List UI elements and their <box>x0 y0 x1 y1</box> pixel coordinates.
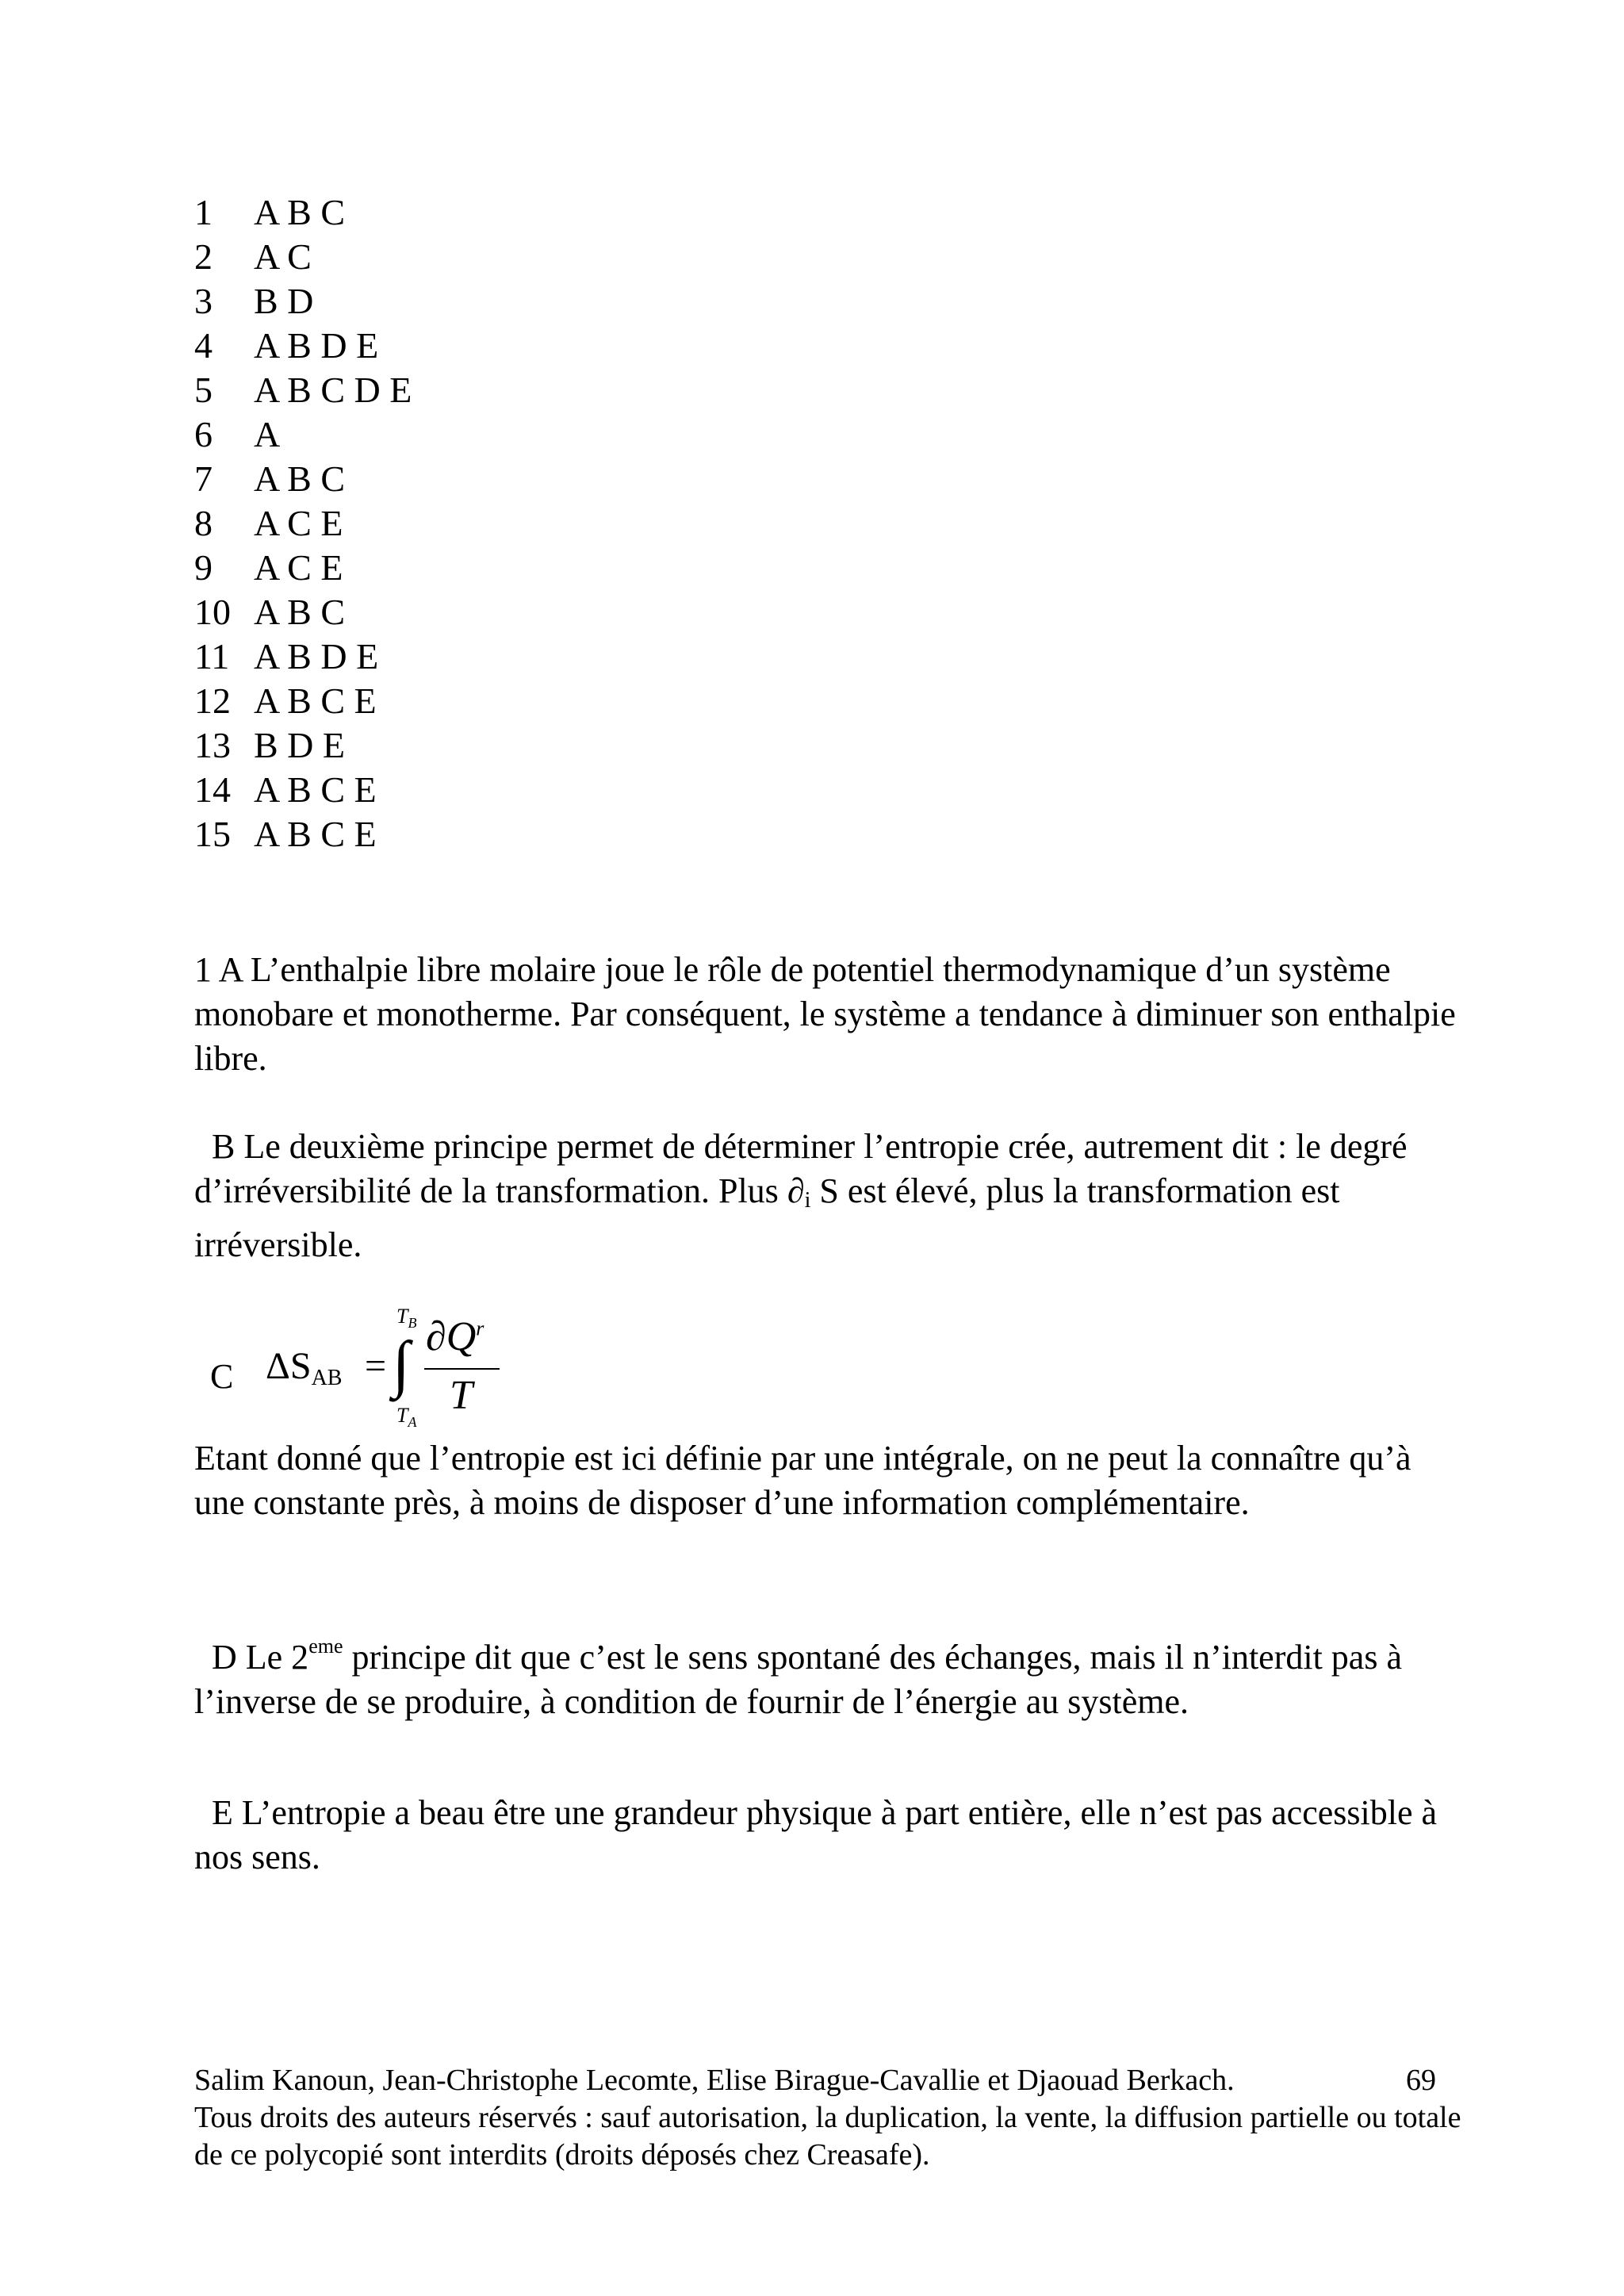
answer-row <box>194 368 412 412</box>
answer-row <box>194 501 412 546</box>
explanation-1c: Etant donné que l’entropie est ici définie par une intégrale, on ne peut la connaître qu’à une constante près, à moins de disposer d’une information complémentaire. <box>194 1439 1411 1522</box>
answer-row <box>194 412 412 457</box>
answer-row <box>194 235 412 279</box>
fraction-numerator <box>426 1313 484 1360</box>
answer-number: 15 <box>194 814 231 854</box>
answer-letters: A B C D E <box>254 370 412 410</box>
footer-rights: Tous droits des auteurs réservés : sauf autorisation, la duplication, la vente, la diffusion partielle ou totale de ce polycopié sont interdits (droits déposés chez Creasafe). <box>194 2101 1461 2171</box>
explanation-1b <box>194 1125 1463 1267</box>
answer-letters: A C <box>254 236 312 277</box>
answer-row <box>194 768 412 812</box>
answer-number: 12 <box>194 680 231 721</box>
answer-number: 9 <box>194 547 213 588</box>
integral-upper-bound <box>396 1305 416 1332</box>
answer-row <box>194 546 412 590</box>
formula-lhs-subscript: AB <box>311 1366 343 1390</box>
answer-letters: A B C <box>254 192 346 232</box>
lower-bound-subscript: A <box>408 1414 417 1431</box>
fraction-bar <box>424 1368 500 1370</box>
answer-number: 1 <box>194 192 213 232</box>
answer-number: 11 <box>194 636 230 677</box>
integral-lower-bound <box>396 1404 416 1431</box>
explanation-1b-text-end: S est élevé, plus la transformation est irréversible. <box>194 1171 1340 1264</box>
answer-number: 8 <box>194 503 213 543</box>
upper-bound-main: T <box>396 1305 408 1328</box>
answer-number: 4 <box>194 325 213 366</box>
formula-label: C <box>210 1357 234 1396</box>
answer-letters: A C E <box>254 547 343 588</box>
partial-symbol: ∂ <box>787 1171 805 1210</box>
answer-letters: A B C E <box>254 814 377 854</box>
answer-row <box>194 723 412 768</box>
answer-row <box>194 590 412 634</box>
answer-letters: A B D E <box>254 636 379 677</box>
answer-letters: A <box>254 414 281 454</box>
answer-number: 5 <box>194 370 213 410</box>
answer-row <box>194 190 412 235</box>
answer-row <box>194 634 412 679</box>
explanation-1e <box>194 1791 1463 1880</box>
formula-lhs-main: ΔS <box>266 1345 312 1387</box>
answer-row <box>194 812 412 857</box>
explanation-1b-text-start: B Le deuxième principe permet de déterminer l’entropie crée, autrement dit : le degré d’irréversibilité de la transformation. Plus <box>194 1127 1408 1210</box>
numerator-main: ∂Q <box>426 1314 477 1359</box>
answer-letters: A B C E <box>254 680 377 721</box>
footer-authors: Salim Kanoun, Jean-Christophe Lecomte, Elise Birague-Cavallie et Djaouad Berkach. <box>194 2064 1235 2097</box>
answer-letters: A C E <box>254 503 343 543</box>
answer-letters: A B C E <box>254 769 377 810</box>
lower-bound-main: T <box>396 1404 408 1427</box>
entropy-integral-formula <box>194 1301 670 1443</box>
answer-number: 10 <box>194 592 231 632</box>
integral-sign: ∫ <box>393 1329 410 1399</box>
explanation-1d-text-start: D Le 2 <box>212 1638 309 1677</box>
page-number: 69 <box>1406 2064 1436 2097</box>
formula-equals: = <box>365 1345 387 1387</box>
answer-number: 13 <box>194 725 231 765</box>
fraction-denominator: T <box>450 1373 473 1418</box>
answer-letters: A B D E <box>254 325 379 366</box>
explanation-1e-text: E L’entropie a beau être une grandeur physique à part entière, elle n’est pas accessible à nos sens. <box>194 1793 1438 1876</box>
answer-row <box>194 457 412 501</box>
answer-number: 2 <box>194 236 213 277</box>
answer-number: 7 <box>194 458 213 499</box>
explanation-1a: 1 A L’enthalpie libre molaire joue le rôle de potentiel thermodynamique d’un système monobare et monotherme. Par conséquent, le système a tendance à diminuer son enthalpie libre. <box>194 950 1456 1078</box>
answer-number: 3 <box>194 281 213 321</box>
answer-key-list <box>194 190 412 857</box>
formula-lhs <box>266 1344 342 1391</box>
answer-letters: A B C <box>254 458 346 499</box>
answer-letters: B D <box>254 281 314 321</box>
answer-letters: A B C <box>254 592 346 632</box>
explanation-1d-text-end: principe dit que c’est le sens spontané des échanges, mais il n’interdit pas à l’inverse de se produire, à condition de fournir de l’énergie au système. <box>194 1638 1402 1721</box>
answer-row <box>194 279 412 324</box>
numerator-superscript: r <box>476 1317 485 1340</box>
answer-number: 6 <box>194 414 213 454</box>
answer-row <box>194 324 412 368</box>
answer-row <box>194 679 412 723</box>
ordinal-superscript: eme <box>308 1635 343 1658</box>
partial-subscript: i <box>804 1188 811 1213</box>
answer-letters: B D E <box>254 725 345 765</box>
explanation-1d <box>194 1624 1463 1724</box>
answer-number: 14 <box>194 769 231 810</box>
upper-bound-subscript: B <box>408 1315 417 1332</box>
page-footer <box>194 2062 1463 2174</box>
